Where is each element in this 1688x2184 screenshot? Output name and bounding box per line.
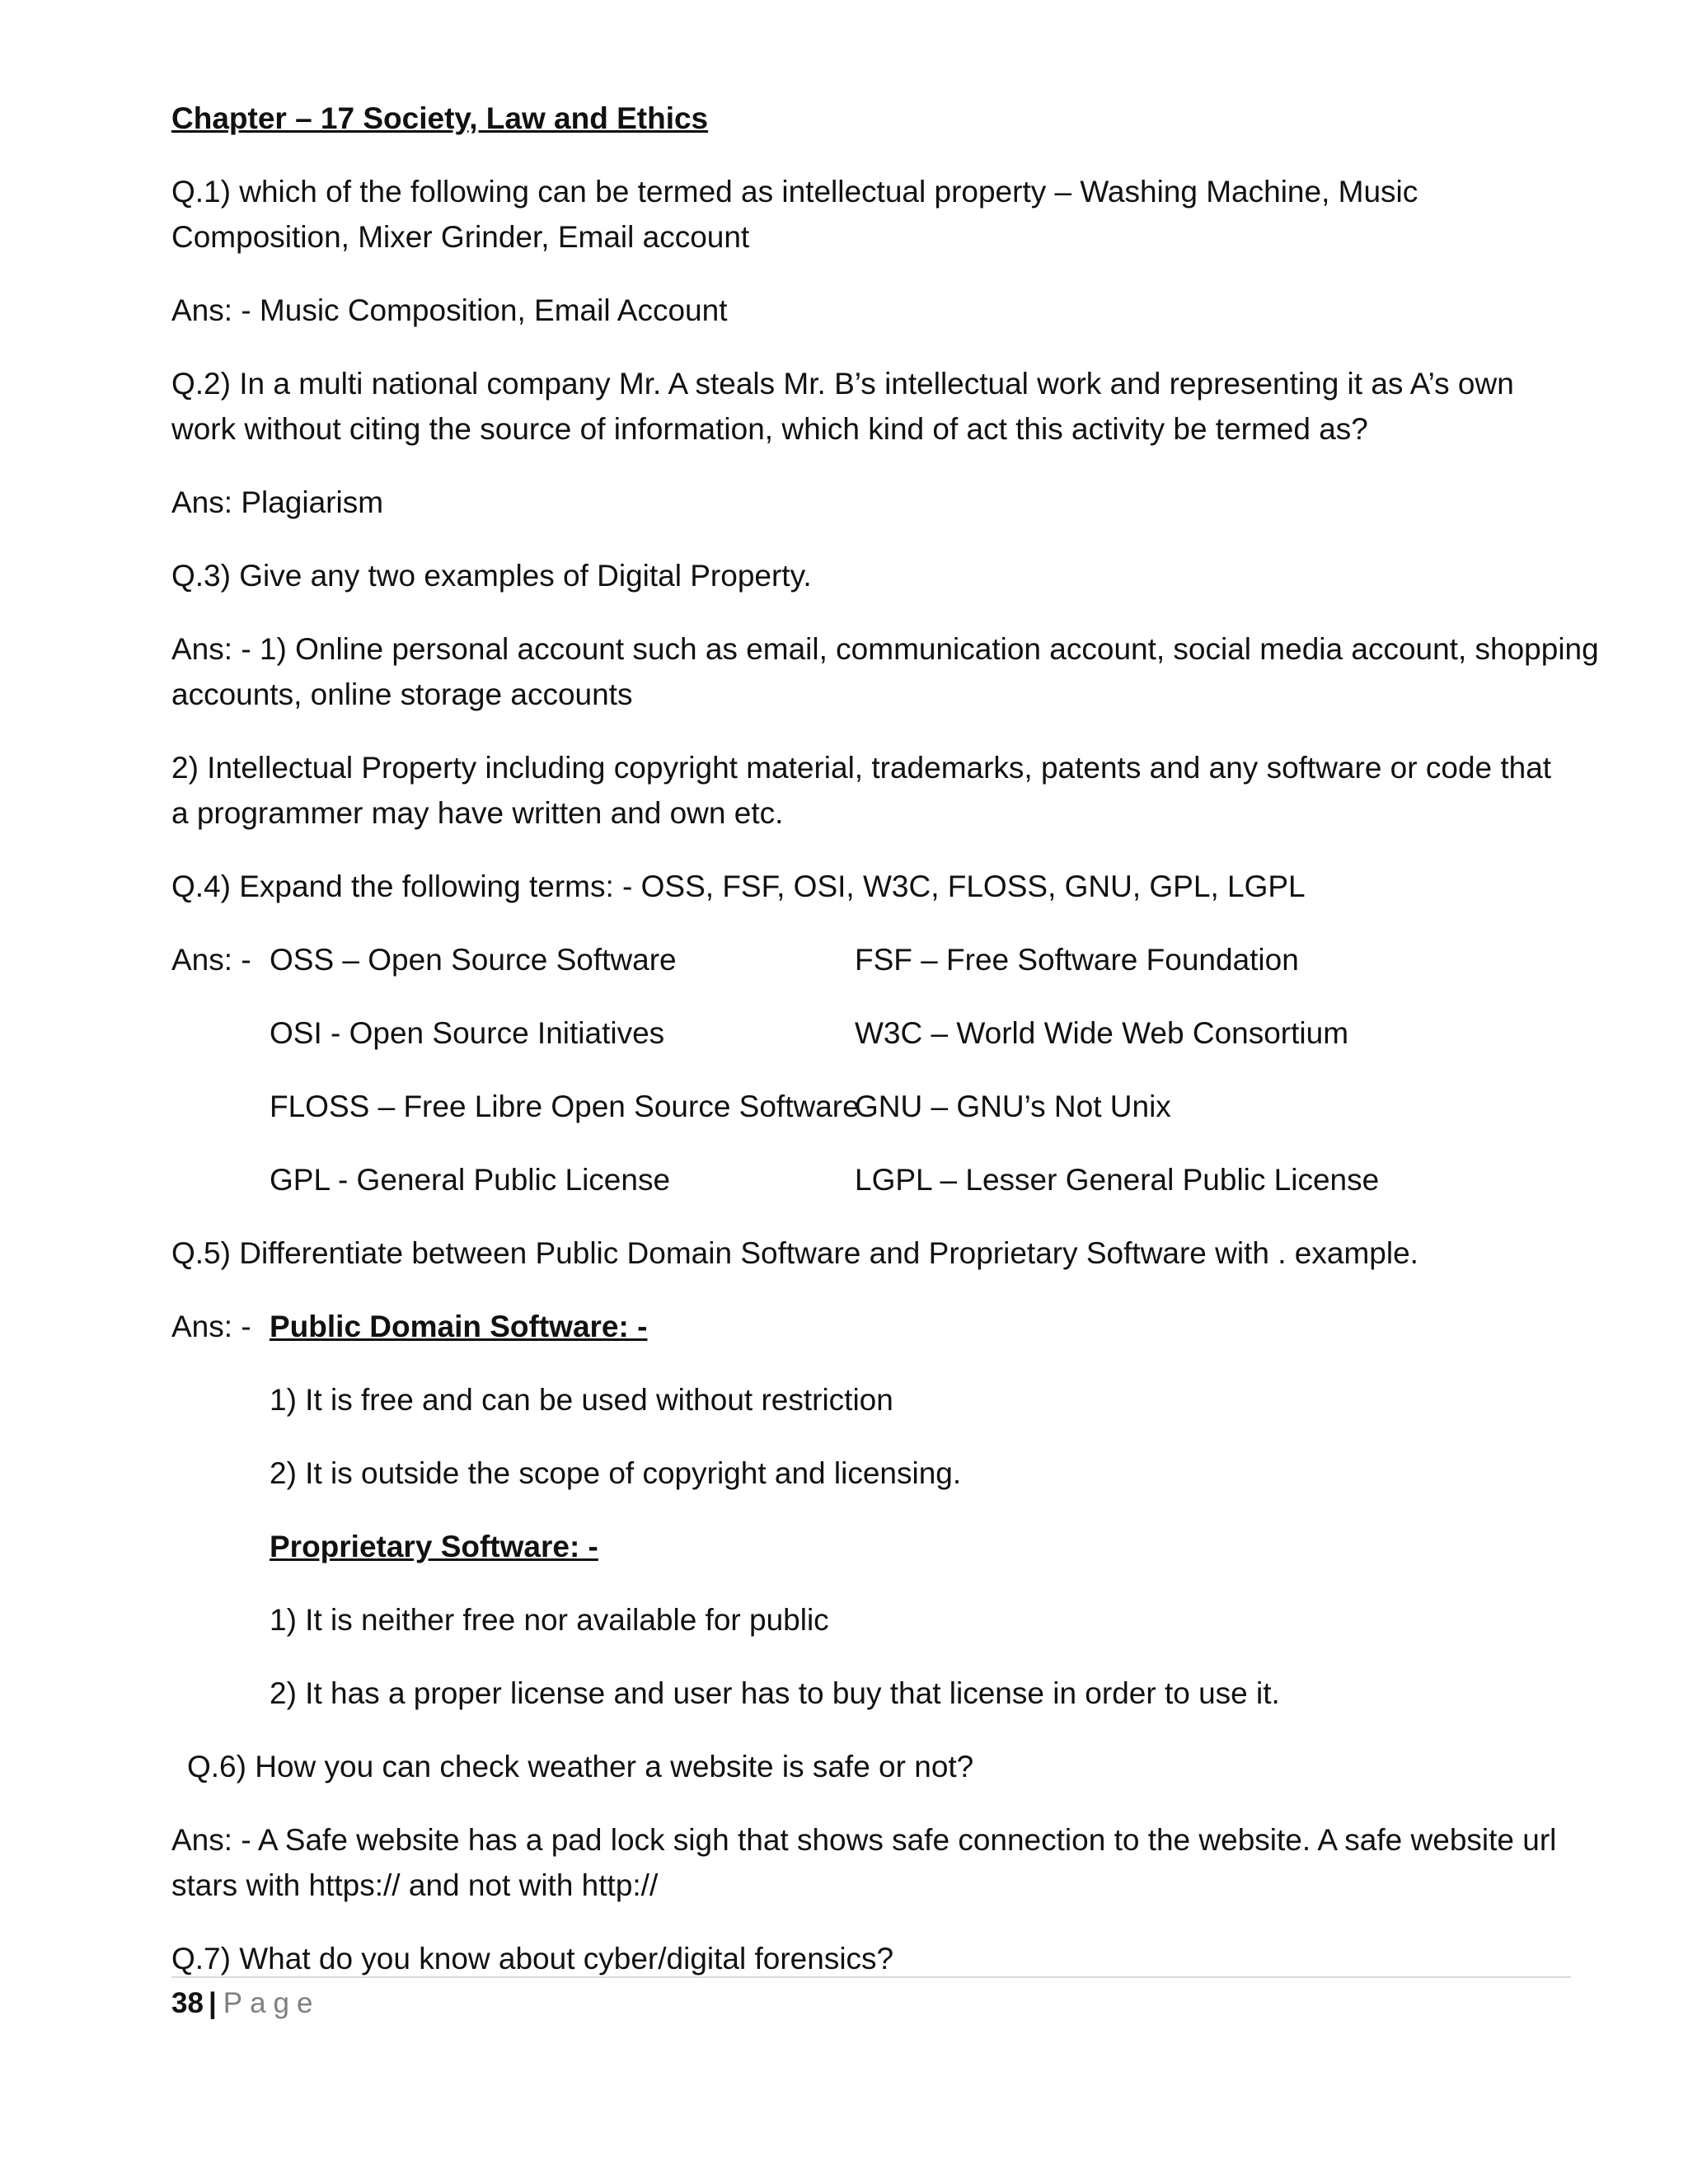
- q2-line-2: work without citing the source of information, which kind of act this activity be termed as?: [171, 412, 1368, 446]
- q6-question: Q.6) How you can check weather a website is safe or not?: [187, 1750, 974, 1783]
- q4-term-floss: FLOSS – Free Libre Open Source Software: [270, 1090, 860, 1123]
- q4-term-w3c: W3C – World Wide Web Consortium: [855, 1016, 1349, 1050]
- q3-answer-2-line-2: a programmer may have written and own etc.: [171, 796, 784, 830]
- q1-answer: Ans: - Music Composition, Email Account: [171, 293, 728, 327]
- footer-separator: |: [208, 1987, 217, 2019]
- q1-line-1: Q.1) which of the following can be termed as intellectual property – Washing Machine, Music: [171, 175, 1418, 209]
- q4-term-osi: OSI - Open Source Initiatives: [270, 1016, 665, 1050]
- q7-question: Q.7) What do you know about cyber/digital forensics?: [171, 1942, 894, 1975]
- q4-answer-prefix: Ans: -: [171, 943, 251, 977]
- q3-answer-1-line-2: accounts, online storage accounts: [171, 677, 633, 711]
- q4-question: Q.4) Expand the following terms: - OSS, FSF, OSI, W3C, FLOSS, GNU, GPL, LGPL: [171, 869, 1306, 903]
- q4-term-fsf: FSF – Free Software Foundation: [855, 943, 1299, 977]
- q5-public-point-2: 2) It is outside the scope of copyright and licensing.: [270, 1456, 962, 1490]
- q3-answer-1-line-1: Ans: - 1) Online personal account such as email, communication account, social media account, shopping: [171, 632, 1599, 666]
- q6-answer-line-2: stars with https:// and not with http://: [171, 1868, 659, 1902]
- q5-proprietary-point-1: 1) It is neither free nor available for public: [270, 1603, 829, 1637]
- q2-line-1: Q.2) In a multi national company Mr. A steals Mr. B’s intellectual work and representing it as A’s own: [171, 367, 1514, 401]
- page-label: Page: [223, 1987, 321, 2019]
- page-footer: [171, 1983, 320, 2024]
- q3-answer-2-line-1: 2) Intellectual Property including copyright material, trademarks, patents and any software or code that: [171, 751, 1552, 785]
- q1-line-2: Composition, Mixer Grinder, Email account: [171, 220, 750, 254]
- footer-divider: [171, 1976, 1571, 1978]
- q5-public-point-1: 1) It is free and can be used without restriction: [270, 1383, 893, 1417]
- q5-proprietary-point-2: 2) It has a proper license and user has to buy that license in order to use it.: [270, 1676, 1280, 1710]
- page-number: 38: [171, 1987, 204, 2019]
- q5-answer-prefix: Ans: -: [171, 1310, 251, 1343]
- q4-term-gnu: GNU – GNU’s Not Unix: [855, 1090, 1171, 1123]
- q5-proprietary-heading: Proprietary Software: -: [270, 1530, 598, 1563]
- q4-term-oss: OSS – Open Source Software: [270, 943, 677, 977]
- q4-term-lgpl: LGPL – Lesser General Public License: [855, 1163, 1380, 1197]
- q5-question: Q.5) Differentiate between Public Domain Software and Proprietary Software with . example.: [171, 1236, 1418, 1270]
- q2-answer: Ans: Plagiarism: [171, 485, 384, 519]
- q6-answer-line-1: Ans: - A Safe website has a pad lock sigh that shows safe connection to the website. A safe website url: [171, 1823, 1557, 1857]
- q3-question: Q.3) Give any two examples of Digital Property.: [171, 559, 812, 593]
- chapter-title: Chapter – 17 Society, Law and Ethics: [171, 101, 709, 135]
- q5-public-heading: Public Domain Software: -: [270, 1310, 648, 1343]
- q4-term-gpl: GPL - General Public License: [270, 1163, 671, 1197]
